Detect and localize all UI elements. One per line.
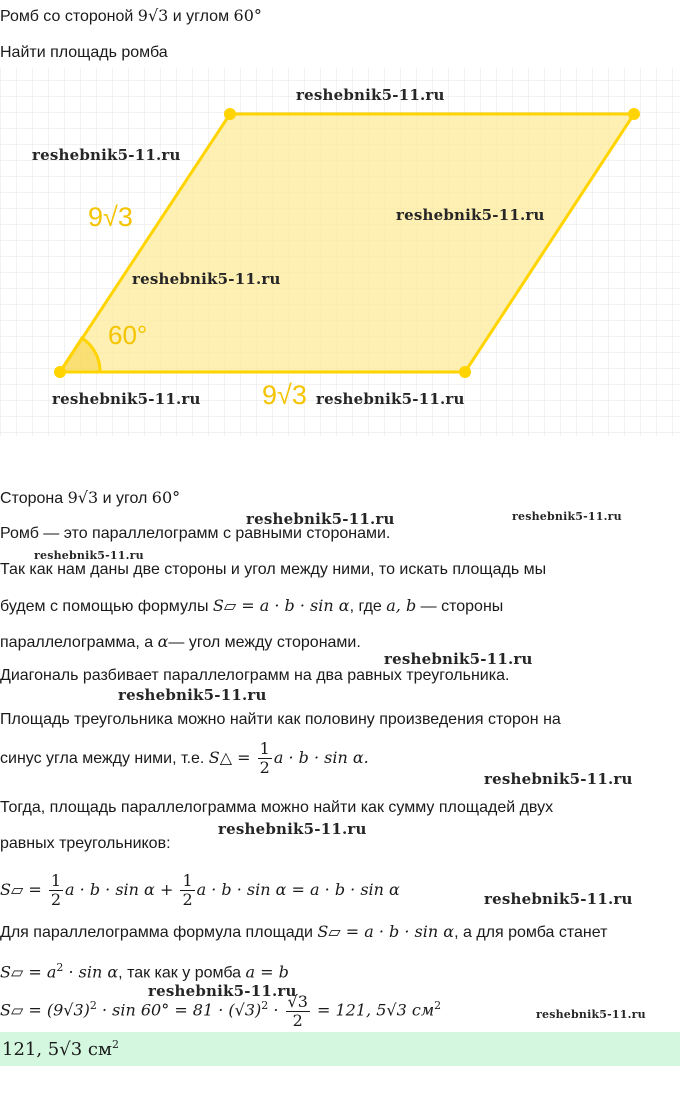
math: S▱ = a · b · sin α — [317, 922, 455, 941]
watermark: reshebnik5-11.ru — [536, 1008, 646, 1021]
side-label-bottom: 9√3 — [262, 380, 307, 410]
fraction — [49, 872, 63, 909]
answer-box — [0, 1032, 680, 1066]
watermark: reshebnik5-11.ru — [52, 390, 201, 408]
text: — стороны — [416, 598, 504, 615]
solution-line — [0, 632, 361, 653]
side-label-left: 9√3 — [88, 202, 133, 232]
math: a · b · sin α = a · b · sin α — [196, 880, 400, 899]
text: Для параллелограмма формула площади — [0, 924, 318, 941]
vertex-point — [54, 366, 66, 378]
watermark: reshebnik5-11.ru — [218, 820, 367, 838]
superscript: 2 — [56, 961, 64, 974]
fraction — [258, 740, 272, 777]
watermark: reshebnik5-11.ru — [384, 650, 533, 668]
math: a · b · sin α. — [273, 748, 369, 767]
text: , так как у ромба — [118, 964, 246, 982]
math: S▱ = (9√3) — [0, 1000, 90, 1020]
solution-line — [0, 488, 180, 509]
title-angle: 60° — [233, 6, 262, 25]
solution-line — [0, 958, 289, 983]
problem-task: Найти площадь ромба — [0, 44, 168, 61]
watermark: reshebnik5-11.ru — [512, 510, 622, 523]
fraction-numerator: √3 — [287, 991, 308, 1011]
text: будем с помощью формулы — [0, 598, 213, 615]
solution-line — [0, 872, 400, 909]
fraction-numerator: 1 — [50, 871, 62, 891]
solution-line — [0, 740, 369, 777]
watermark: reshebnik5-11.ru — [132, 270, 281, 288]
watermark: reshebnik5-11.ru — [32, 146, 181, 164]
title-side: 9√3 — [137, 6, 169, 25]
math: · — [268, 1000, 284, 1020]
text: синус угла между ними, т.е. — [0, 750, 209, 767]
text: Сторона — [0, 490, 68, 507]
fraction-numerator: 1 — [182, 871, 193, 891]
answer-value: 121, 5√3 см — [2, 1039, 112, 1060]
fraction-denominator: 2 — [259, 758, 270, 778]
text: параллелограмма, а — [0, 634, 158, 651]
angle-label: 60° — [108, 320, 148, 350]
fraction-denominator: 2 — [50, 890, 62, 910]
solution-line: равных треугольников: — [0, 835, 171, 852]
solution-line — [0, 922, 607, 943]
math: = 121, 5√3 см — [311, 1000, 435, 1020]
vertex-point — [224, 108, 236, 120]
answer-text — [2, 1038, 119, 1060]
math: S△ = — [208, 748, 256, 767]
solution-line: Диагональ разбивает параллелограмм на два равных треугольника. — [0, 667, 510, 684]
watermark: reshebnik5-11.ru — [296, 86, 445, 104]
solution-line: Так как нам даны две стороны и угол между ними, то искать площадь мы — [0, 561, 547, 578]
title-prefix: Ромб со стороной — [0, 8, 138, 25]
solution-line — [0, 596, 503, 617]
superscript: 2 — [89, 999, 97, 1012]
math: S▱ = a — [0, 962, 57, 982]
math: α — [157, 632, 169, 651]
solution-line: Тогда, площадь параллелограмма можно найти как сумму площадей двух — [0, 799, 554, 816]
rhombus-figure — [0, 68, 680, 436]
text: и угол — [98, 490, 152, 507]
vertex-point — [459, 366, 471, 378]
math: a, b — [386, 596, 417, 615]
fraction-denominator: 2 — [292, 1010, 303, 1030]
math: S▱ = — [0, 880, 47, 899]
math: · sin 60° = 81 · (√3) — [96, 1000, 262, 1020]
watermark: reshebnik5-11.ru — [484, 770, 633, 788]
math: · sin α — [63, 962, 119, 982]
vertex-point — [628, 108, 640, 120]
title-mid: и углом — [168, 8, 234, 25]
superscript: 2 — [434, 999, 442, 1012]
watermark: reshebnik5-11.ru — [484, 890, 633, 908]
text: , где — [349, 598, 387, 615]
text: — угол между сторонами. — [168, 634, 361, 651]
superscript: 2 — [111, 1038, 119, 1051]
watermark: reshebnik5-11.ru — [246, 510, 395, 528]
problem-title — [0, 6, 262, 26]
math: 9√3 — [67, 488, 99, 507]
solution-line: Площадь треугольника можно найти как половину произведения сторон на — [0, 711, 561, 728]
math: 60° — [151, 488, 181, 507]
watermark: reshebnik5-11.ru — [148, 982, 297, 1000]
watermark: reshebnik5-11.ru — [396, 206, 545, 224]
watermark: reshebnik5-11.ru — [118, 686, 267, 704]
fraction-numerator: 1 — [259, 739, 270, 759]
math: S▱ = a · b · sin α — [212, 596, 350, 615]
watermark: reshebnik5-11.ru — [34, 549, 144, 562]
math: a · b · sin α + — [65, 880, 179, 899]
fraction — [180, 872, 194, 909]
superscript: 2 — [261, 999, 269, 1012]
text: , а для ромба станет — [454, 924, 608, 941]
solution-line: Ромб — это параллелограмм с равными сторонами. — [0, 525, 391, 542]
fraction-denominator: 2 — [182, 890, 193, 910]
math: a = b — [245, 962, 289, 982]
watermark: reshebnik5-11.ru — [316, 390, 465, 408]
